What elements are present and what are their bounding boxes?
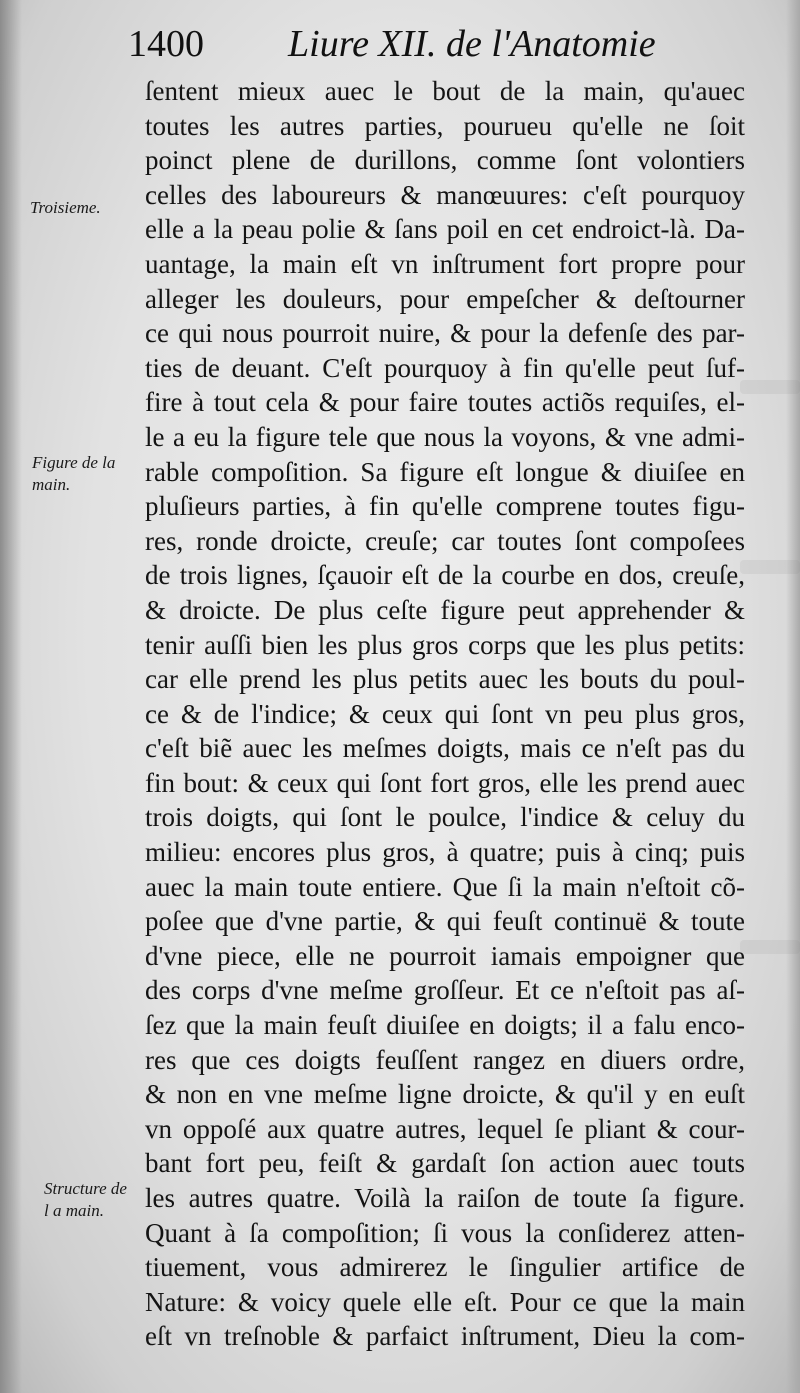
text-line: rable compoſition. Sa figure eſt longue & diuiſee en (145, 456, 745, 487)
text-line: le a eu la figure tele que nous la voyons, & vne admi- (145, 421, 745, 452)
text-line: auec la main toute entiere. Que ſi la main n'eſtoit cõ- (145, 871, 745, 902)
text-line: ties de deuant. C'eſt pourquoy à fin qu'elle peut ſuf- (145, 352, 745, 383)
text-line: pluſieurs parties, à fin qu'elle comprene toutes figu- (145, 491, 745, 522)
text-line: tiuement, vous admirerez le ſingulier artifice de (145, 1252, 745, 1283)
text-line: & droicte. De plus ceſte figure peut apprehender & (145, 594, 745, 625)
running-head: Liure XII. de l'Anatomie (288, 23, 656, 65)
text-line: eſt vn treſnoble & parfaict inſtrument, Dieu la com- (145, 1321, 745, 1352)
text-line: poſee que d'vne partie, & qui feuſt continuë & toute (145, 906, 745, 937)
show-through-mark (740, 560, 800, 574)
margin-note-structure-line-2: l a main. (44, 1201, 104, 1220)
text-line: tenir auſſi bien les plus gros corps que les plus petits: (145, 629, 745, 660)
show-through-mark (740, 380, 800, 394)
page-header (128, 20, 748, 68)
text-line: ſentent mieux auec le bout de la main, qu'auec (145, 76, 745, 106)
text-line: celles des laboureurs & manœuures: c'eſt pourquoy (145, 179, 745, 210)
text-line: fin bout: & ceux qui ſont fort gros, elle les prend auec (145, 767, 745, 798)
text-line: Quant à ſa compoſition; ſi vous la conſiderez atten- (145, 1217, 745, 1248)
text-line: bant fort peu, feiſt & gardaſt ſon action auec touts (145, 1148, 745, 1179)
text-line: toutes les autres parties, pourueu qu'elle ne ſoit (145, 110, 745, 141)
text-line: poinct plene de durillons, comme ſont volontiers (145, 145, 745, 176)
text-line: ce & de l'indice; & ceux qui ſont vn peu plus gros, (145, 698, 745, 729)
text-line: elle a la peau polie & ſans poil en cet endroict-là. Da- (145, 214, 745, 245)
page-number: 1400 (128, 23, 204, 65)
body-text (145, 74, 745, 1354)
text-line: les autres quatre. Voilà la raiſon de toute ſa figure. (145, 1183, 745, 1213)
margin-note-troisieme (30, 197, 101, 219)
text-line: res, ronde droicte, creuſe; car toutes ſont compoſees (145, 525, 745, 556)
show-through-mark (740, 940, 800, 954)
text-line: ſez que la main feuſt diuiſee en doigts; il a falu enco- (145, 1010, 745, 1041)
text-line: vn oppoſé aux quatre autres, lequel ſe pliant & cour- (145, 1113, 745, 1144)
margin-note-structure-line-1: Structure de (44, 1179, 127, 1198)
text-line: d'vne piece, elle ne pourroit iamais empoigner que (145, 940, 745, 971)
text-line: & non en vne meſme ligne droicte, & qu'il y en euſt (145, 1079, 745, 1110)
text-line: trois doigts, qui ſont le poulce, l'indice & celuy du (145, 802, 745, 833)
margin-note-troisieme-text: Troisieme. (30, 198, 101, 217)
text-line: c'eſt biẽ auec les meſmes doigts, mais ce n'eſt pas du (145, 733, 745, 764)
text-line: Nature: & voicy quele elle eſt. Pour ce que la main (145, 1286, 745, 1317)
text-line: de trois lignes, ſçauoir eſt de la courbe en dos, creuſe, (145, 560, 745, 591)
margin-note-figure-line-1: Figure de la (32, 453, 116, 472)
margin-note-figure (32, 452, 115, 496)
text-line: milieu: encores plus gros, à quatre; puis à cinq; puis (145, 837, 745, 868)
text-line: uantage, la main eſt vn inſtrument fort propre pour (145, 248, 745, 279)
text-line: res que ces doigts feuſſent rangez en diuers ordre, (145, 1044, 745, 1075)
text-line: des corps d'vne meſme groſſeur. Et ce n'eſtoit pas aſ- (145, 975, 745, 1006)
text-line: fire à tout cela & pour faire toutes actiõs requiſes, el- (145, 387, 745, 418)
margin-note-figure-line-2: main. (32, 475, 71, 494)
text-line: alleger les douleurs, pour empeſcher & deſtourner (145, 283, 745, 314)
text-line: car elle prend les plus petits auec les bouts du poul- (145, 664, 745, 695)
margin-note-structure (44, 1178, 127, 1222)
text-line: ce qui nous pourroit nuire, & pour la defenſe des par- (145, 318, 745, 349)
